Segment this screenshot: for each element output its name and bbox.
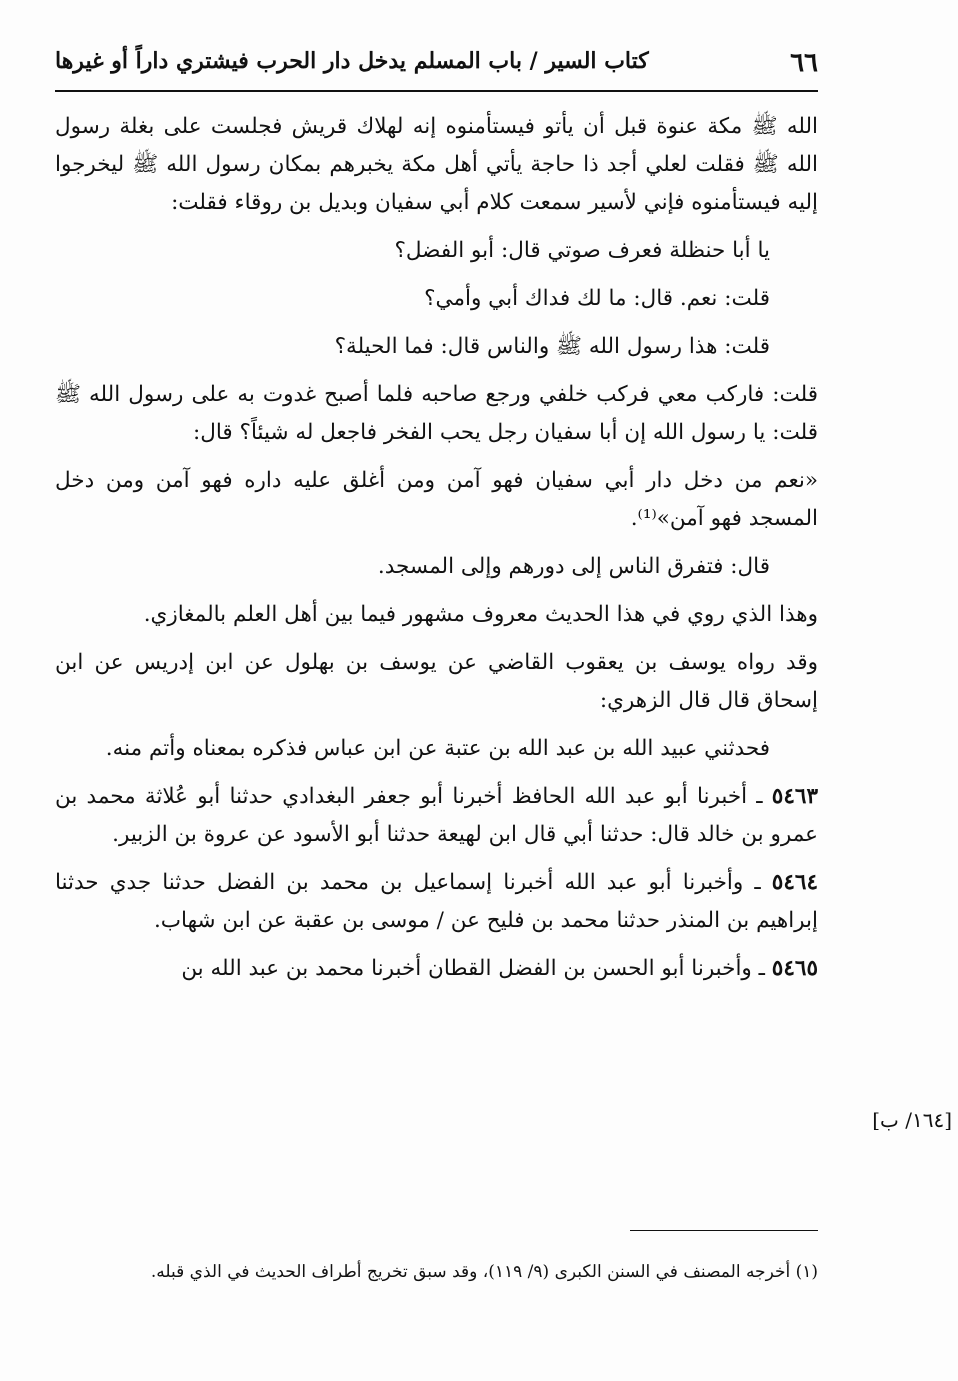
- paragraph: قلت: فاركب معي فركب خلفي ورجع صاحبه فلما أصبح غدوت به على رسول الله ﷺ قلت: يا رسول الله إن أبا سفيان رجل يحب الفخر فاجعل له شيئاً؟ قال:: [55, 382, 818, 445]
- hadith-entry: [55, 778, 818, 854]
- main-text: [55, 108, 818, 998]
- paragraph: «نعم من دخل دار أبي سفيان فهو آمن ومن أغلق عليه داره فهو آمن ومن دخل المسجد فهو آمن»⁽¹⁾.: [55, 468, 818, 531]
- hadith-number: ٥٤٦٣: [771, 784, 818, 809]
- hadith-text: ـ وأخبرنا أبو الحسن بن الفضل القطان أخبرنا محمد بن عبد الله بن: [181, 956, 765, 981]
- running-title: كتاب السير / باب المسلم يدخل دار الحرب فيشتري داراً أو غيرها: [55, 48, 649, 74]
- paragraph: وقد رواه يوسف بن يعقوب القاضي عن يوسف بن بهلول عن ابن إدريس عن ابن إسحاق قال قال الزهري:: [55, 650, 818, 713]
- page-number: ٦٦: [790, 48, 818, 78]
- paragraph: قلت: هذا رسول الله ﷺ والناس قال: فما الحيلة؟: [334, 334, 770, 359]
- hadith-text: ـ وأخبرنا أبو عبد الله أخبرنا إسماعيل بن محمد بن الفضل حدثنا جدي حدثنا إبراهيم بن المنذر حدثنا محمد بن فليح عن / موسى بن عقبة عن ابن شهاب.: [55, 870, 818, 933]
- paragraph: الله ﷺ مكة عنوة قبل أن يأتو فيستأمنوه إنه لهلاك قريش فجلست على بغلة رسول الله ﷺ فقلت لعلي أجد ذا حاجة يأتي أهل مكة يخبرهم بمكان رسول الله ﷺ ليخرجوا إليه فيستأمنوه فإني لأسير سمعت كلام أبي سفيان وبديل بن روقاء فقلت:: [55, 114, 818, 215]
- paragraph: فحدثني عبيد الله بن عبد الله بن عتبة عن ابن عباس فذكره بمعناه وأتم منه.: [105, 736, 770, 761]
- footnote-rule: [630, 1230, 818, 1231]
- manuscript-folio-note: [١٦٤/ ب]: [872, 1108, 952, 1132]
- paragraph: قلت: نعم. قال: ما لك فداك أبي وأمي؟: [424, 286, 770, 311]
- header-rule: [55, 90, 818, 92]
- hadith-text: ـ أخبرنا أبو عبد الله الحافظ أخبرنا أبو جعفر البغدادي حدثنا أبو عُلاثة محمد بن عمرو بن خالد قال: حدثنا أبي قال ابن لهيعة حدثنا أبو الأسود عن عروة بن الزبير.: [55, 784, 818, 847]
- hadith-number: ٥٤٦٥: [771, 956, 818, 981]
- paragraph: قال: فتفرق الناس إلى دورهم وإلى المسجد.: [377, 554, 770, 579]
- hadith-entry: [55, 864, 818, 940]
- paragraph: وهذا الذي روي في هذا الحديث معروف مشهور فيما بين أهل العلم بالمغازي.: [143, 602, 818, 627]
- paragraph: يا أبا حنظلة فعرف صوتي قال: أبو الفضل؟: [394, 238, 770, 263]
- hadith-entry: [55, 950, 818, 988]
- footnote: (١) أخرجه المصنف في السنن الكبرى (٩/ ١١٩)، وقد سبق تخريج أطراف الحديث في الذي قبله.: [150, 1262, 818, 1282]
- hadith-number: ٥٤٦٤: [771, 870, 818, 895]
- page-header: [55, 40, 818, 88]
